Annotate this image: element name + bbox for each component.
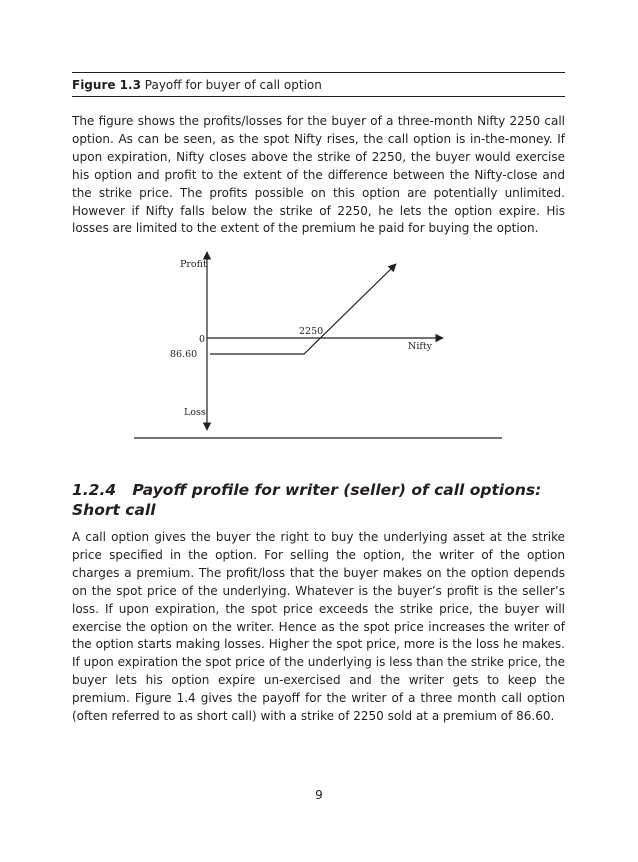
figure-title: Payoff for buyer of call option (144, 78, 322, 92)
body-paragraph: A call option gives the buyer the right to buy the underlying asset at the strike price specified in the option. For selling the option, the writer of the option charges a premium. The profit/loss that the buyer makes on the option depends on the spot price of the underlying. Whatever is the buyer’s profit is the seller’s loss. If upon expiration, the spot price exceeds the strike price, the buyer will exercise the option on the writer. Hence as the spot price increases the writer of the option starts making losses. Higher the spot price, more is the loss he makes. If upon expiration the spot price of the underlying is less than the strike price, the buyer lets his option expire un-exercised and the writer gets to keep the premium. Figure 1.4 gives the payoff for the writer of a three month call option (often referred to as short call) with a strike of 2250 sold at a premium of 86.60. (72, 530, 565, 724)
loss-label: Loss (184, 407, 206, 418)
premium-label: 86.60 (170, 349, 198, 360)
section-number: 1.2.4 (72, 481, 117, 499)
intro-paragraph: The figure shows the profits/losses for the buyer of a three-month Nifty 2250 call option. As can be seen, as the spot Nifty rises, the call option is in-the-money. If upon expiration, Nifty closes above the strike of 2250, the buyer would exercise his option and profit to the extent of the difference between the Nifty-close and the strike price. The profits possible on this option are potentially unlimited. However if Nifty falls below the strike of 2250, he lets the option expire. His losses are limited to the extent of the premium he paid for buying the option. (72, 114, 565, 236)
page-number: 9 (315, 788, 323, 802)
section-heading (72, 480, 565, 520)
section-title: Payoff profile for writer (seller) of call options: Short call (72, 481, 542, 519)
caption-top-rule (72, 72, 565, 73)
zero-label: 0 (199, 334, 206, 345)
profit-label: Profit (180, 259, 207, 270)
payoff-chart (0, 248, 638, 448)
caption-bottom-rule (72, 96, 565, 97)
payoff-line (210, 264, 396, 354)
strike-label: 2250 (299, 326, 324, 337)
x-axis-label: Nifty (408, 341, 433, 352)
figure-label: Figure 1.3 (72, 78, 141, 92)
figure-caption (72, 78, 565, 93)
